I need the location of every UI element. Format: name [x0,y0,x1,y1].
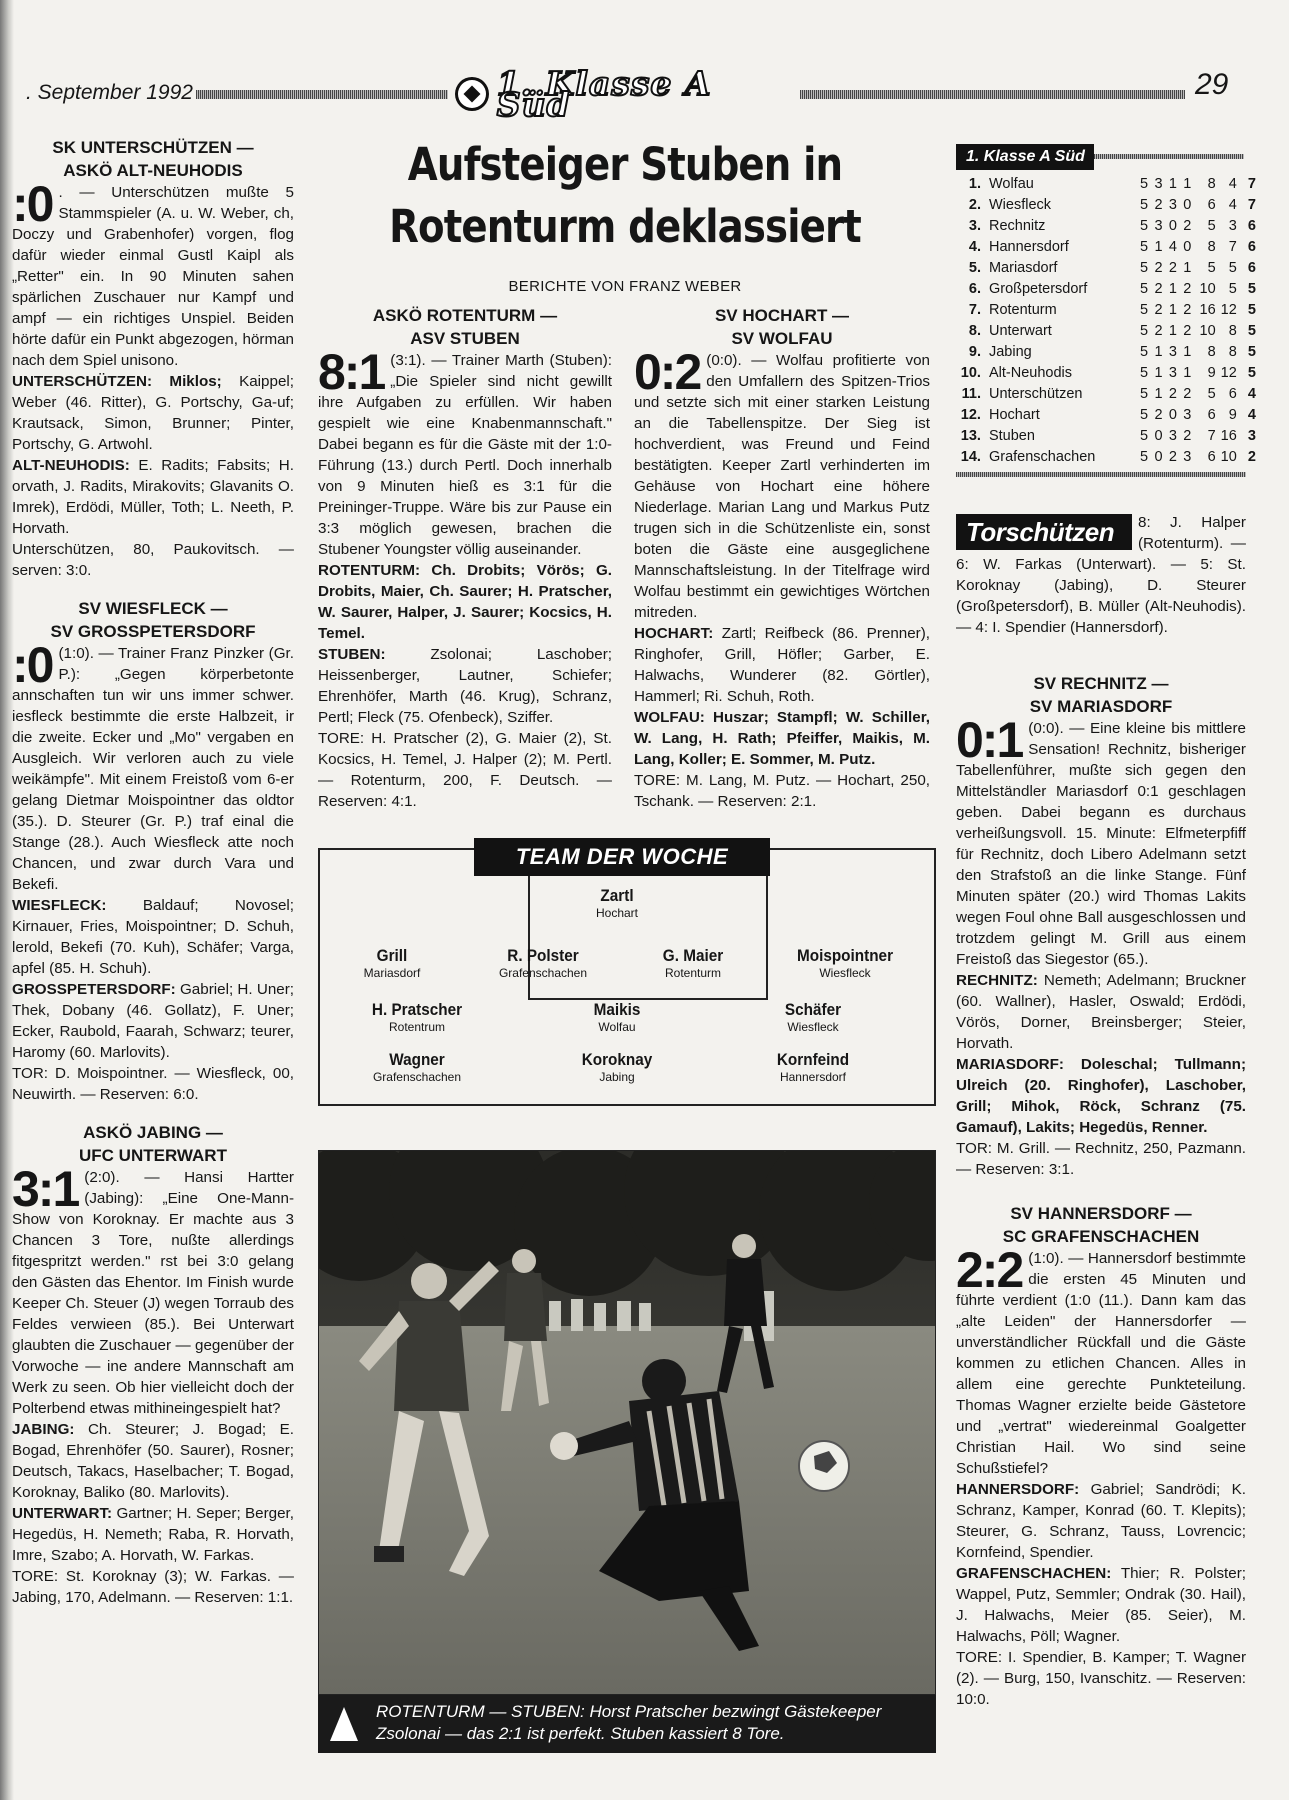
match-report: 8:1 (3:1). — Trainer Marth (Stuben): „Die Spieler sind nicht gewillt ihre Aufgaben zu erfüllen. Wir haben gespielt wie eine Knabenmannschaft." Dabei begann es für die Gäste mit der 1:0-Führung (13.) durch Pertl. Doch innerhalb von 9 Minuten hieß es 3:1 für die Preininger-Truppe. Wäre bis zur Pause ein 3:3 möglich gewesen, brachen die Stubener Youngster völlig auseinander. [318,344,612,558]
match-photo [318,1150,936,1695]
table-cell-n: 1 [1183,176,1192,192]
lineup: GROSSPETERSDORF: Gabriel; H. Uner; Thek, Dobany (46. Gollatz), F. Uner; Ecker, Raubold, Faarah, Schwarz; teurer, Haromy (60. Marlovits). [12,981,294,1061]
table-cell-team: Unterschützen [988,386,1083,402]
table-cell-tp: 16 [1199,302,1216,318]
table-cell-sp: 5 [1140,386,1149,402]
lineup: RECHNITZ: Nemeth; Adelmann; Bruckner (60. Wallner), Hasler, Oswald; Erdödi, Vörös, Dorner, Breinsberger; Steier, Horvath. [956,972,1246,1052]
table-cell-pts: 6 [1247,260,1256,276]
match-report: :0 (1:0). — Trainer Franz Pinzker (Gr. P.): „Gegen körperbetonte annschaften tun wir uns immer schwer. iesfleck bestimmte die erste Halbzeit, ir die zweite. Ecker und „Mo" vergaben en Ausgleich. Wir verloren auch zu viele weikämpfe". Mit einem Freistoß vom 6-er gelang Dietmar Moispointner das oldtor (35.). D. Steurer (Gr. P.) traf einal die Stange (28.). Auch Wiesfleck atte noch Chancen, und zwar durch Vara und Bekefi. [12,637,294,893]
match-heading: SV RECHNITZ — SV MARIASDORF [1029,674,1173,716]
table-cell-u: 3 [1168,428,1177,444]
league-table-title: 1. Klasse A Süd [956,144,1094,170]
table-cell-n: 1 [1183,365,1192,381]
player: Wagner Grafenschachen [372,1050,462,1084]
table-cell-team: Hochart [988,407,1040,423]
table-cell-team: Rotenturm [988,302,1057,318]
table-cell-u: 3 [1168,344,1177,360]
league-table-row [956,405,1256,426]
table-cell-n: 3 [1183,449,1192,465]
table-cell-sp: 5 [1140,449,1149,465]
table-cell-u: 3 [1168,365,1177,381]
player: Schäfer Wiesfleck [784,1000,842,1034]
score: 3:1 [12,1161,79,1217]
table-cell-pos: 11. [961,386,981,402]
table-cell-tp: 5 [1207,260,1216,276]
table-cell-pos: 9. [968,344,981,360]
league-table-row [956,237,1256,258]
table-cell-pts: 4 [1247,407,1256,423]
byline: BERICHTE VON FRANZ WEBER [508,278,742,295]
table-cell-s: 3 [1154,218,1163,234]
table-cell-sp: 5 [1140,218,1149,234]
table-cell-tp: 6 [1207,197,1216,213]
table-cell-pts: 3 [1247,428,1256,444]
table-cell-s: 2 [1154,407,1163,423]
table-cell-n: 1 [1183,344,1192,360]
table-cell-s: 2 [1154,260,1163,276]
match-photo-illustration [319,1151,936,1695]
team-of-the-week-title: TEAM DER WOCHE [474,838,770,876]
table-cell-u: 2 [1168,386,1177,402]
caption-triangle-icon [330,1707,358,1741]
caption-line-2: Zsolonai — das 2:1 ist perfekt. Stuben kassiert 8 Tore. [376,1724,785,1743]
league-table-rule [1094,154,1244,159]
table-cell-s: 1 [1154,365,1163,381]
table-cell-pts: 2 [1247,449,1256,465]
player: H. Pratscher Rotentrum [371,1000,463,1034]
table-cell-team: Wiesfleck [988,197,1052,213]
headline [363,134,888,258]
table-cell-s: 0 [1154,449,1163,465]
table-cell-tm: 3 [1228,218,1237,234]
table-cell-tp: 6 [1207,407,1216,423]
table-cell-team: Unterwart [988,323,1052,339]
score: 0:1 [956,712,1023,768]
table-cell-team: Rechnitz [988,218,1046,234]
table-cell-pts: 4 [1247,386,1256,402]
score: :0 [12,637,53,693]
table-cell-pts: 6 [1247,239,1256,255]
table-cell-n: 0 [1183,239,1192,255]
lineup: WOLFAU: Huszar; Stampfl; W. Schiller, W. Lang, H. Rath; Pfeiffer, Maikis, M. Lang, Koller; E. Sommer, M. Putz. [634,709,930,768]
league-table-row [956,258,1256,279]
lineup: WIESFLECK: Baldauf; Novosel; Kirnauer, Fries, Moispointner; D. Schuh, lerold, Bekefi (70. Kuh), Schäfer; Varga, apfel (85. H. Schuh). [12,897,294,977]
table-cell-tm: 8 [1228,344,1237,360]
table-cell-pos: 6. [968,281,981,297]
match-info: TORE: M. Lang, M. Putz. — Hochart, 250, Tschank. — Reserven: 2:1. [634,772,930,810]
table-cell-tp: 9 [1207,365,1216,381]
table-cell-team: Hannersdorf [988,239,1069,255]
league-table-row [956,195,1256,216]
score: 8:1 [318,344,385,400]
table-cell-tp: 10 [1199,281,1216,297]
table-cell-pts: 7 [1247,176,1256,192]
table-cell-tp: 6 [1207,449,1216,465]
league-table-row [956,174,1256,195]
score: 2:2 [956,1242,1023,1298]
match-report: 3:1 (2:0). — Hansi Hartter (Jabing): „Eine One-Mann-Show von Koroknay. Er machte aus 3 Chancen 3 Tore, nußte allerdings fitgespritzt werden." rst bei 3:0 gelang den Gästen das Ehentor. Im Finish wurde Keeper Ch. Steuer (J) wegen Torraub des Feldes verwieen (85.). Bei Unterwart glaubten die Zuschauer — gegenüber der Vorwoche — ine andere Mannschaft am Werk zu seen. Ob hier vielleicht doch der Polterbend etwas mithineingespielt hat? [12,1161,294,1417]
table-cell-team: Jabing [988,344,1032,360]
table-cell-tp: 5 [1207,386,1216,402]
league-table-base-rule [956,472,1246,477]
league-table-row [956,279,1256,300]
table-cell-tm: 8 [1228,323,1237,339]
league-table [956,174,1256,468]
issue-date: . September 1992 [26,81,193,104]
score: 0:2 [634,344,701,400]
table-cell-team: Alt-Neuhodis [988,365,1072,381]
player: Kornfeind Hannersdorf [776,1050,850,1084]
table-cell-n: 0 [1183,197,1192,213]
table-cell-team: Großpetersdorf [988,281,1088,297]
table-cell-u: 0 [1168,407,1177,423]
table-cell-s: 2 [1154,323,1163,339]
player-goalkeeper: Zartl Hochart [595,886,639,920]
table-cell-tp: 8 [1207,239,1216,255]
table-cell-tm: 12 [1220,365,1237,381]
lineup: UNTERWART: Gartner; H. Seper; Berger, Hegedüs, H. Nemeth; Raba, R. Horvath, Imre, Szabo; A. Horvath, W. Farkas. [12,1505,294,1564]
table-cell-team: Grafenschachen [988,449,1096,465]
table-cell-tm: 12 [1220,302,1237,318]
table-cell-team: Stuben [988,428,1035,444]
section-title-text: 1. Klasse A Süd [496,64,712,124]
player: Maikis Wolfau [593,1000,641,1034]
match-heading: SV WIESFLECK — SV GROSSPETERSDORF [50,599,256,641]
table-cell-sp: 5 [1140,239,1149,255]
table-cell-u: 4 [1168,239,1177,255]
table-cell-s: 0 [1154,428,1163,444]
table-cell-u: 2 [1168,449,1177,465]
table-cell-pos: 5. [968,260,981,276]
table-cell-sp: 5 [1140,365,1149,381]
soccer-ball-icon [455,77,489,111]
lineup: GRAFENSCHACHEN: Thier; R. Polster; Wappel, Putz, Semmler; Ondrak (30. Hail), J. Halwachs, Meier (85. Seier), M. Halwachs, Pöll; Wagner. [956,1565,1247,1645]
table-cell-s: 2 [1154,197,1163,213]
match-heading: SV HOCHART — SV WOLFAU [714,306,850,348]
table-cell-pts: 7 [1247,197,1256,213]
lineup: ALT-NEUHODIS: E. Radits; Fabsits; H. orvath, J. Radits, Mirakovits; Glavanits O. Imrek), Erdödi, Müller, Toth; L. Neeth, P. Horvath. [12,457,294,537]
left-column [12,136,294,1608]
table-cell-pos: 3. [968,218,981,234]
header-rule-left [196,90,448,99]
headline-line-1: Aufsteiger Stuben in [407,138,843,191]
middle-column-2 [634,304,930,812]
match-report: 0:2 (0:0). — Wolfau profitierte von den Umfallern des Spitzen-Trios und setzte sich mit einer starken Leistung an die Tabellenspitze. Der Sieg ist hochverdient, was Freund und Feind bestätigten. Keeper Zartl verhinderten im Gehäuse von Hochart eine höhere Niederlage. Marian Lang und Markus Putz trugen sich in die Schützenliste ein, sonst boten die Gäste eine ausgeglichene Mannschaftsleistung. In der Titelfrage wird Wolfau bestimmt ein gewichtiges Wörtchen mitreden. [634,344,930,621]
header-rule-right [800,90,1185,99]
table-cell-sp: 5 [1140,281,1149,297]
score: :0 [12,176,53,232]
match-info: TOR: M. Grill. — Rechnitz, 250, Pazmann. — Reserven: 3:1. [956,1140,1246,1178]
table-cell-tm: 10 [1220,449,1237,465]
match-info: TORE: St. Koroknay (3); W. Farkas. — Jabing, 170, Adelmann. — Reserven: 1:1. [12,1568,294,1606]
table-cell-u: 1 [1168,176,1177,192]
table-cell-tm: 5 [1228,260,1237,276]
lineup: MARIASDORF: Doleschal; Tullmann; Ulreich (20. Ringhofer), Laschober, Grill; Mihok, Röck, Schranz (75. Gamauf), Lakits; Hegedüs, Renner. [956,1056,1246,1136]
player: Moispointner Wiesfleck [796,946,894,980]
match-report: :0 . — Unterschützen mußte 5 Stammspieler (A. u. W. Weber, ch, Doczy und Grabenhofer) vorgen, flog dafür wieder einmal Gustl Kaipl als „Retter" ein. In 90 Minuten sahen spärlichen Zuschauer nur Kampf und ampf — ein richtiges Unspiel. Beiden hörte dafür ein Punkt abgezogen, hörman nach dem Spiel unisono. [12,176,294,369]
table-cell-pos: 10. [960,365,981,381]
table-cell-sp: 5 [1140,428,1149,444]
lineup: JABING: Ch. Steurer; J. Bogad; E. Bogad, Ehrenhöfer (50. Saurer), Rosner; Deutsch, Takacs, Haselbacher; T. Bogad, Koroknay, Baliko (80. Marlovits). [12,1421,294,1501]
table-cell-tm: 16 [1220,428,1237,444]
player: R. Polster Grafenschachen [498,946,588,980]
middle-column-1 [318,304,612,812]
table-cell-pos: 8. [968,323,981,339]
table-cell-tm: 4 [1228,197,1237,213]
match-report: 0:1 (0:0). — Eine kleine bis mittlere Sensation! Rechnitz, bisheriger Tabellenführer, mußte sich gegen den Mittelständler Mariasdorf 0:1 geschlagen geben. Dabei begann es durchaus verheißungsvoll. 15. Minute: Elfmeterpfiff für Rechnitz, doch Libero Adelmann setzt den Strafstoß an die linke Stange. Fünf Minuten später (20.) wird Thomas Lakits wegen Foul ohne Ball ausgeschlossen und trotzdem gelingt M. Grill aus einem Freistoß das Siegestor (65.). [956,712,1246,968]
match-info: TORE: H. Pratscher (2), G. Maier (2), St. Kocsics, H. Temel, J. Halper (2); M. Pertl. — Rotenturm, 200, F. Deutsch. — Reserven: 4:1. [318,730,612,810]
table-cell-n: 2 [1183,323,1192,339]
table-cell-tm: 9 [1228,407,1237,423]
headline-line-2: Rotenturm deklassiert [389,200,861,253]
table-cell-pos: 1. [968,176,981,192]
table-cell-pts: 6 [1247,218,1256,234]
table-cell-s: 1 [1154,344,1163,360]
match-info: Unterschützen, 80, Paukovitsch. — serven: 3:0. [12,541,294,579]
match-report: 2:2 (1:0). — Hannersdorf bestimmte die ersten 45 Minuten und führte verdient (1:0 (11.). Dann kam das „alte Leiden" der Hannersdorfer — unverständlicher Rückfall und die Gäste kommen zu etlichen Chancen. Alles in allem eine gerechte Punkteteilung. Thomas Wagner erzielte beide Gästetore und „vertrat" wiedereinmal Goalgetter Christian Hail. Wo sind seine Schußstiefel? [956,1242,1246,1477]
section-title [455,64,795,124]
table-cell-sp: 5 [1140,197,1149,213]
table-cell-n: 2 [1183,302,1192,318]
table-cell-tp: 8 [1207,176,1216,192]
page-number: 29 [1195,68,1229,101]
table-cell-tp: 10 [1199,323,1216,339]
league-table-row [956,321,1256,342]
table-cell-sp: 5 [1140,344,1149,360]
right-column [956,672,1246,1710]
table-cell-tm: 6 [1228,386,1237,402]
table-cell-u: 0 [1168,218,1177,234]
league-table-row [956,363,1256,384]
table-cell-u: 3 [1168,197,1177,213]
player: Koroknay Jabing [581,1050,653,1084]
table-cell-u: 1 [1168,323,1177,339]
table-cell-tp: 7 [1207,428,1216,444]
league-table-row [956,342,1256,363]
photo-caption [318,1695,936,1753]
table-cell-n: 2 [1183,386,1192,402]
match-heading: SV HANNERSDORF — SC GRAFENSCHACHEN [1002,1204,1200,1246]
table-cell-pos: 13. [960,428,981,444]
lineup: HANNERSDORF: Gabriel; Sandrödi; K. Schranz, Kamper, Konrad (60. T. Klepits); Steurer, G. Schranz, Tauss, Lovrencic; Kornfeind, Spendier. [956,1481,1246,1561]
lineup: UNTERSCHÜTZEN: Miklos; Kaippel; Weber (46. Ritter), G. Portschy, Ga-uf; Krautsack, Simon, Brunner; Pinter, Portschy, G. Artwohl. [12,373,294,453]
table-cell-pos: 12. [960,407,981,423]
table-cell-s: 2 [1154,281,1163,297]
table-cell-pos: 2. [968,197,981,213]
table-cell-s: 2 [1154,302,1163,318]
table-cell-sp: 5 [1140,302,1149,318]
match-heading: ASKÖ ROTENTURM — ASV STUBEN [372,306,558,348]
lineup: STUBEN: Zsolonai; Laschober; Heissenberger, Lautner, Schiefer; Ehrenhöfer, Marth (46. Krug), Schranz, Pertl; Fleck (75. Ofenbeck), Sziffer. [318,646,612,726]
table-cell-sp: 5 [1140,323,1149,339]
league-table-row [956,300,1256,321]
top-scorers-title: Torschützen [956,514,1132,550]
table-cell-sp: 5 [1140,176,1149,192]
table-cell-sp: 5 [1140,407,1149,423]
table-cell-team: Mariasdorf [988,260,1058,276]
table-cell-s: 1 [1154,386,1163,402]
table-cell-n: 2 [1183,218,1192,234]
table-cell-tm: 7 [1228,239,1237,255]
league-table-row [956,216,1256,237]
table-cell-pts: 5 [1247,281,1256,297]
lineup: HOCHART: Zartl; Reifbeck (86. Prenner), Ringhofer, Grill, Höfler; Garber, E. Halwachs, Wunderer (82. Görtler), Hammerl; Ri. Schuh, Roth. [634,625,930,705]
table-cell-s: 3 [1154,176,1163,192]
lineup: ROTENTURM: Ch. Drobits; Vörös; G. Drobits, Maier, Ch. Saurer; H. Pratscher, W. Saurer, Halper, J. Saurer; Kocsics, H. Temel. [318,562,612,642]
table-cell-pts: 5 [1247,365,1256,381]
match-heading: ASKÖ JABING — UFC UNTERWART [79,1123,227,1165]
table-cell-u: 1 [1168,281,1177,297]
table-cell-team: Wolfau [988,176,1034,192]
table-cell-pos: 4. [968,239,981,255]
table-cell-u: 2 [1168,260,1177,276]
league-table-row [956,426,1256,447]
match-info: TORE: I. Spendier, B. Kamper; T. Wagner (2). — Burg, 150, Ivanschitz. — Reserven: 10:0. [956,1649,1246,1708]
table-cell-tp: 5 [1207,218,1216,234]
table-cell-pos: 14. [960,449,981,465]
player: Grill Mariasdorf [363,946,421,980]
table-cell-tm: 4 [1228,176,1237,192]
table-cell-n: 1 [1183,260,1192,276]
table-cell-pts: 5 [1247,344,1256,360]
table-cell-tp: 8 [1207,344,1216,360]
table-cell-u: 1 [1168,302,1177,318]
table-cell-pts: 5 [1247,323,1256,339]
table-cell-pts: 5 [1247,302,1256,318]
table-cell-n: 2 [1183,281,1192,297]
player: G. Maier Rotenturm [662,946,724,980]
table-cell-tm: 5 [1228,281,1237,297]
match-heading: SK UNTERSCHÜTZEN — ASKÖ ALT-NEUHODIS [52,138,254,180]
match-info: TOR: D. Moispointner. — Wiesfleck, 00, Neuwirth. — Reserven: 6:0. [12,1065,294,1103]
table-cell-pos: 7. [968,302,981,318]
table-cell-n: 2 [1183,428,1192,444]
table-cell-s: 1 [1154,239,1163,255]
table-cell-sp: 5 [1140,260,1149,276]
league-table-row [956,384,1256,405]
table-cell-n: 3 [1183,407,1192,423]
top-scorers-text: 8: J. Halper (Rotenturm). — 6: W. Farkas (Unterwart). — 5: St. Koroknay (Jabing), D. Steurer (Großpetersdorf), B. Müller (Alt-Neuhodis). — 4: I. Spendier (Hannersdorf). [956,514,1246,636]
caption-line-1: ROTENTURM — STUBEN: Horst Pratscher bezwingt Gästekeeper [376,1702,882,1721]
league-table-row [956,447,1256,468]
